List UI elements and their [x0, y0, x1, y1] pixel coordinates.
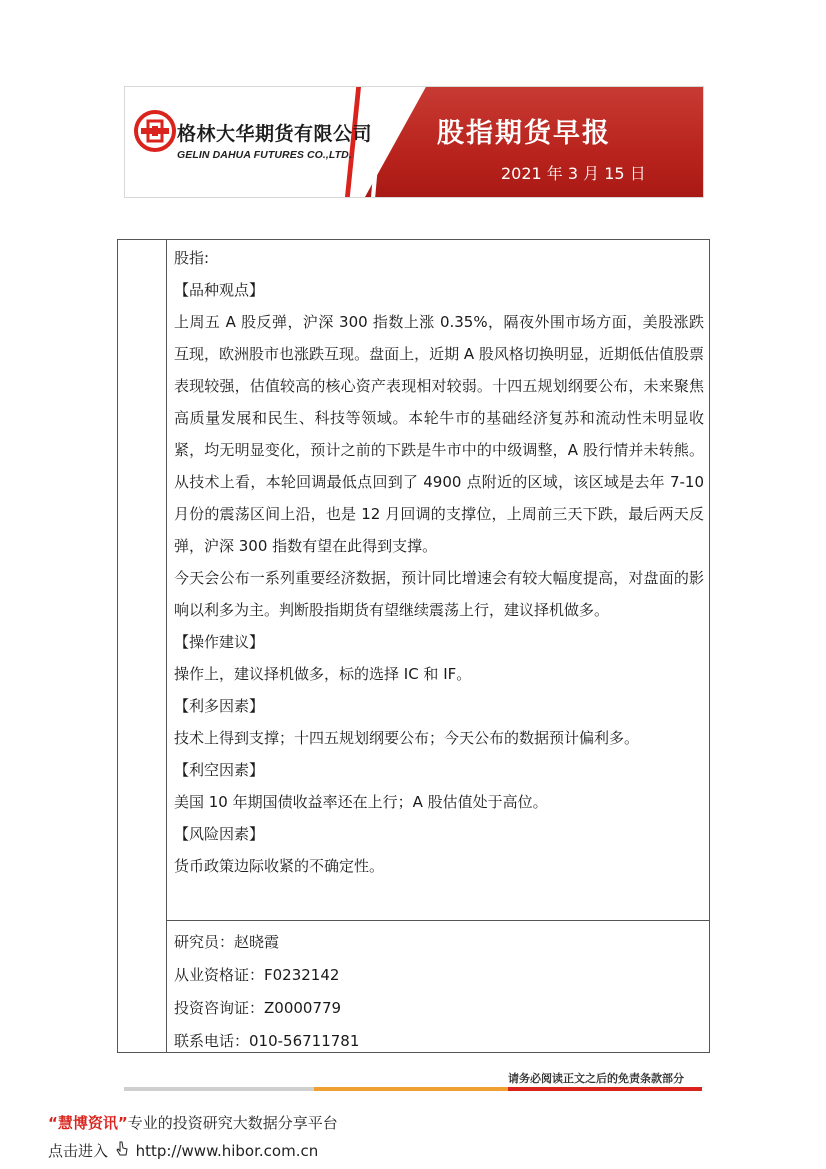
- contact-cell: [167, 920, 709, 1052]
- hibor-url-link[interactable]: http://www.hibor.com.cn: [135, 1142, 319, 1160]
- slogan-brand: “慧博资讯”: [48, 1114, 128, 1132]
- company-name-en: GELIN DAHUA FUTURES CO.,LTD.: [177, 149, 352, 161]
- footer-rule-gray: [124, 1087, 314, 1091]
- contact-phone: 联系电话：010-56711781: [174, 1032, 360, 1050]
- hibor-slogan: [48, 1112, 338, 1133]
- hibor-link-line[interactable]: [48, 1140, 318, 1161]
- section-heading: 股指:: [174, 249, 210, 267]
- company-name-cn: 格林大华期货有限公司: [177, 123, 373, 145]
- link-prefix: 点击进入: [48, 1142, 109, 1160]
- section-title-operation: 【操作建议】: [174, 633, 265, 651]
- operation-paragraph: 操作上，建议择机做多，标的选择 IC 和 IF。: [174, 665, 472, 683]
- qualification-number: 从业资格证：F0232142: [174, 966, 340, 984]
- company-logo-icon: [133, 109, 177, 153]
- content-table: [117, 239, 710, 1053]
- advisory-number: 投资咨询证：Z0000779: [174, 999, 342, 1017]
- report-header-banner: [124, 86, 704, 198]
- section-title-view: 【品种观点】: [174, 281, 265, 299]
- contact-info: [174, 926, 359, 1058]
- view-paragraph-2: 今天会公布一系列重要经济数据，预计同比增速会有较大幅度提高，对盘面的影响以利多为主。判断股指期货有望继续震荡上行，建议择机做多。: [174, 569, 704, 619]
- view-paragraph-1: 上周五 A 股反弹，沪深 300 指数上涨 0.35%，隔夜外围市场方面，美股涨跌互现，欧洲股市也涨跌互现。盘面上，近期 A 股风格切换明显，近期低估值股票表现较强，估值较高的核心资产表现相对较弱。十四五规划纲要公布，未来聚焦高质量发展和民生、科技等领域。本轮牛市的基础经济复苏和流动性未明显收紧，均无明显变化，预计之前的下跌是牛市中的中级调整，A 股行情并未转熊。从技术上看，本轮回调最低点回到了 4900 点附近的区域，该区域是去年 7-10 月份的震荡区间上沿，也是 12 月回调的支撑位，上周前三天下跌，最后两天反弹，沪深 300 指数有望在此得到支撑。: [174, 313, 704, 555]
- table-left-column: [118, 240, 167, 1052]
- bearish-paragraph: 美国 10 年期国债收益率还在上行；A 股估值处于高位。: [174, 793, 548, 811]
- analysis-content: [174, 242, 704, 882]
- analysis-cell: [167, 240, 709, 921]
- hand-cursor-icon: [115, 1141, 129, 1159]
- footer-rule-red: [508, 1087, 702, 1091]
- section-title-bullish: 【利多因素】: [174, 697, 265, 715]
- report-date: 2021 年 3 月 15 日: [501, 164, 646, 183]
- slogan-text: 专业的投资研究大数据分享平台: [127, 1114, 338, 1132]
- disclaimer-note: 请务必阅读正文之后的免责条款部分: [508, 1072, 684, 1085]
- section-title-risk: 【风险因素】: [174, 825, 265, 843]
- report-title: 股指期货早报: [437, 118, 611, 149]
- risk-paragraph: 货币政策边际收紧的不确定性。: [174, 857, 385, 875]
- researcher-name: 研究员：赵晓霞: [174, 933, 280, 951]
- bullish-paragraph: 技术上得到支撑；十四五规划纲要公布；今天公布的数据预计偏利多。: [174, 729, 640, 747]
- footer-rule-orange: [314, 1087, 508, 1091]
- section-title-bearish: 【利空因素】: [174, 761, 265, 779]
